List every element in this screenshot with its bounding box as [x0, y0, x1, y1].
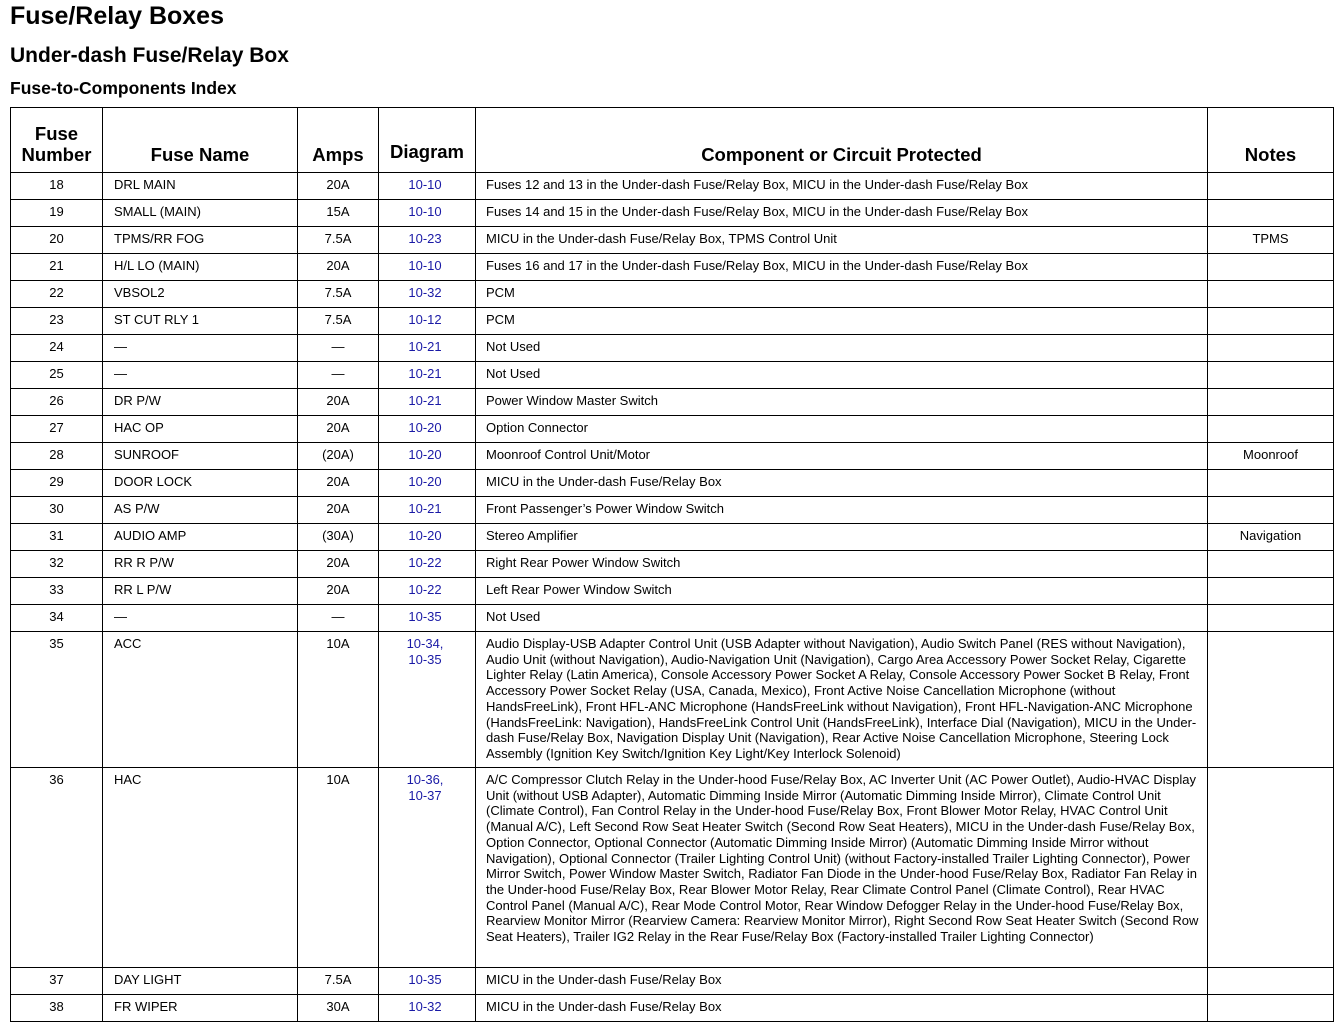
component-protected: MICU in the Under-dash Fuse/Relay Box	[476, 470, 1208, 497]
fuse-number: 32	[11, 551, 103, 578]
fuse-name: ACC	[103, 632, 298, 768]
fuse-name: RR R P/W	[103, 551, 298, 578]
fuse-notes	[1208, 335, 1334, 362]
fuse-number: 34	[11, 605, 103, 632]
fuse-amps: 20A	[298, 497, 379, 524]
fuse-notes	[1208, 995, 1334, 1022]
fuse-number: 29	[11, 470, 103, 497]
table-row	[11, 632, 1334, 768]
diagram-ref[interactable]: 10-20	[379, 443, 476, 470]
component-protected: Not Used	[476, 605, 1208, 632]
fuse-notes	[1208, 551, 1334, 578]
component-protected: Fuses 12 and 13 in the Under-dash Fuse/Relay Box, MICU in the Under-dash Fuse/Relay Box	[476, 173, 1208, 200]
fuse-amps: 15A	[298, 200, 379, 227]
diagram-ref[interactable]: 10-20	[379, 416, 476, 443]
diagram-ref[interactable]: 10-10	[379, 254, 476, 281]
table-row	[11, 968, 1334, 995]
diagram-ref[interactable]: 10-23	[379, 227, 476, 254]
fuse-name: AS P/W	[103, 497, 298, 524]
fuse-number: 28	[11, 443, 103, 470]
component-protected: Fuses 16 and 17 in the Under-dash Fuse/Relay Box, MICU in the Under-dash Fuse/Relay Box	[476, 254, 1208, 281]
table-row	[11, 335, 1334, 362]
component-protected: Not Used	[476, 335, 1208, 362]
diagram-ref[interactable]: 10-20	[379, 524, 476, 551]
diagram-ref[interactable]: 10-35	[379, 968, 476, 995]
component-protected: Left Rear Power Window Switch	[476, 578, 1208, 605]
diagram-ref[interactable]: 10-10	[379, 200, 476, 227]
fuse-number: 23	[11, 308, 103, 335]
fuse-notes	[1208, 389, 1334, 416]
component-protected: Right Rear Power Window Switch	[476, 551, 1208, 578]
fuse-name: VBSOL2	[103, 281, 298, 308]
fuse-number: 33	[11, 578, 103, 605]
fuse-notes	[1208, 968, 1334, 995]
fuse-name: TPMS/RR FOG	[103, 227, 298, 254]
fuse-name: ST CUT RLY 1	[103, 308, 298, 335]
header-fuse-name: Fuse Name	[103, 108, 298, 173]
table-row	[11, 200, 1334, 227]
fuse-name: DR P/W	[103, 389, 298, 416]
fuse-notes	[1208, 768, 1334, 968]
component-protected: PCM	[476, 281, 1208, 308]
table-row	[11, 416, 1334, 443]
header-notes: Notes	[1208, 108, 1334, 173]
fuse-notes	[1208, 632, 1334, 768]
fuse-amps: 7.5A	[298, 281, 379, 308]
table-header-row	[11, 108, 1334, 173]
fuse-notes: Navigation	[1208, 524, 1334, 551]
index-title: Fuse-to-Components Index	[10, 78, 237, 98]
fuse-number: 24	[11, 335, 103, 362]
fuse-amps: 10A	[298, 632, 379, 768]
table-row	[11, 443, 1334, 470]
fuse-amps: —	[298, 605, 379, 632]
fuse-notes	[1208, 173, 1334, 200]
fuse-notes	[1208, 578, 1334, 605]
table-row	[11, 605, 1334, 632]
fuse-number: 35	[11, 632, 103, 768]
fuse-notes	[1208, 470, 1334, 497]
fuse-notes	[1208, 308, 1334, 335]
fuse-notes: Moonroof	[1208, 443, 1334, 470]
fuse-notes	[1208, 254, 1334, 281]
fuse-number: 36	[11, 768, 103, 968]
fuse-amps: (30A)	[298, 524, 379, 551]
header-diagram: Diagram	[379, 108, 476, 173]
page-title: Fuse/Relay Boxes	[10, 2, 224, 30]
fuse-number: 26	[11, 389, 103, 416]
table-row	[11, 768, 1334, 968]
fuse-name: DOOR LOCK	[103, 470, 298, 497]
fuse-number: 38	[11, 995, 103, 1022]
fuse-notes	[1208, 362, 1334, 389]
fuse-amps: 20A	[298, 470, 379, 497]
fuse-amps: 7.5A	[298, 227, 379, 254]
fuse-number: 20	[11, 227, 103, 254]
fuse-notes	[1208, 497, 1334, 524]
fuse-name: HAC OP	[103, 416, 298, 443]
component-protected: Front Passenger’s Power Window Switch	[476, 497, 1208, 524]
header-amps: Amps	[298, 108, 379, 173]
diagram-ref[interactable]: 10-21	[379, 362, 476, 389]
diagram-ref[interactable]: 10-36, 10-37	[379, 768, 476, 968]
fuse-amps: 20A	[298, 389, 379, 416]
component-protected: MICU in the Under-dash Fuse/Relay Box	[476, 968, 1208, 995]
fuse-name: SMALL (MAIN)	[103, 200, 298, 227]
fuse-name: SUNROOF	[103, 443, 298, 470]
diagram-ref[interactable]: 10-10	[379, 173, 476, 200]
component-protected: Moonroof Control Unit/Motor	[476, 443, 1208, 470]
fuse-notes: TPMS	[1208, 227, 1334, 254]
fuse-amps: (20A)	[298, 443, 379, 470]
fuse-number: 18	[11, 173, 103, 200]
table-row	[11, 173, 1334, 200]
table-row	[11, 524, 1334, 551]
table-row	[11, 551, 1334, 578]
table-row	[11, 281, 1334, 308]
component-protected: PCM	[476, 308, 1208, 335]
fuse-number: 27	[11, 416, 103, 443]
fuse-amps: 10A	[298, 768, 379, 968]
fuse-number: 30	[11, 497, 103, 524]
diagram-ref[interactable]: 10-32	[379, 995, 476, 1022]
component-protected: MICU in the Under-dash Fuse/Relay Box	[476, 995, 1208, 1022]
fuse-name: AUDIO AMP	[103, 524, 298, 551]
fuse-number: 22	[11, 281, 103, 308]
fuse-amps: —	[298, 335, 379, 362]
component-protected: A/C Compressor Clutch Relay in the Under-hood Fuse/Relay Box, AC Inverter Unit (AC Power Outlet), Audio-HVAC Display Unit (without USB Adapter), Automatic Dimming Inside Mirror (Automatic Dimming Inside Mirror), Climate Control Unit (Climate Control), Fan Control Relay in the Under-hood Fuse/Relay Box, Front Blower Motor Relay, HVAC Control Unit (Manual A/C), Left Second Row Seat Heater Switch (Second Row Seat Heaters), MICU in the Under-dash Fuse/Relay Box, Option Connector, Optional Connector (Automatic Dimming Inside Mirror) (Automatic Dimming Inside Mirror without Navigation), Optional Connector (Trailer Lighting Control Unit) (without Factory-installed Trailer Lighting Connector), Power Mirror Switch, Power Window Master Switch, Radiator Fan Diode in the Under-hood Fuse/Relay Box, Radiator Fan Relay in the Under-hood Fuse/Relay Box, Rear Blower Motor Relay, Rear Climate Control Panel (Climate Control), Rear HVAC Control Panel (Manual A/C), Rear Mode Control Motor, Rear Window Defogger Relay in the Under-hood Fuse/Relay Box, Rearview Monitor Mirror (Rearview Camera: Rearview Monitor Mirror), Right Second Row Seat Heater Switch (Second Row Seat Heaters), Trailer IG2 Relay in the Rear Fuse/Relay Box (Factory-installed Trailer Lighting Connector)	[476, 768, 1208, 968]
diagram-ref[interactable]: 10-35	[379, 605, 476, 632]
fuse-name: RR L P/W	[103, 578, 298, 605]
fuse-name: —	[103, 362, 298, 389]
diagram-ref[interactable]: 10-22	[379, 578, 476, 605]
fuse-name: FR WIPER	[103, 995, 298, 1022]
fuse-name: —	[103, 335, 298, 362]
diagram-ref[interactable]: 10-12	[379, 308, 476, 335]
table-row	[11, 470, 1334, 497]
diagram-ref[interactable]: 10-22	[379, 551, 476, 578]
table-row	[11, 389, 1334, 416]
component-protected: Fuses 14 and 15 in the Under-dash Fuse/Relay Box, MICU in the Under-dash Fuse/Relay Box	[476, 200, 1208, 227]
component-protected: Not Used	[476, 362, 1208, 389]
fuse-amps: 7.5A	[298, 308, 379, 335]
header-component: Component or Circuit Protected	[476, 108, 1208, 173]
component-protected: Audio Display-USB Adapter Control Unit (USB Adapter without Navigation), Audio Switch Panel (RES without Navigation), Audio Unit (without Navigation), Audio-Navigation Unit (Navigation), Cargo Area Accessory Power Socket Relay, Cigarette Lighter Relay (Latin America), Console Accessory Power Socket A Relay, Console Accessory Power Socket B Relay, Front Accessory Power Socket Relay (USA, Canada, Mexico), Front Active Noise Cancellation Microphone (without HandsFreeLink), Front HFL-ANC Microphone (HandsFreeLink without Navigation), Front HFL-Navigation-ANC Microphone (HandsFreeLink: Navigation), HandsFreeLink Control Unit (HandsFreeLink), Interface Dial (Navigation), MICU in the Under-dash Fuse/Relay Box, Navigation Display Unit (Navigation), Rear Active Noise Cancellation Microphone, Steering Lock Assembly (Ignition Key Switch/Ignition Key Light/Key Interlock Solenoid)	[476, 632, 1208, 768]
table-row	[11, 254, 1334, 281]
fuse-amps: —	[298, 362, 379, 389]
table-row	[11, 227, 1334, 254]
table-row	[11, 308, 1334, 335]
diagram-ref[interactable]: 10-32	[379, 281, 476, 308]
diagram-ref[interactable]: 10-21	[379, 497, 476, 524]
fuse-name: DAY LIGHT	[103, 968, 298, 995]
fuse-name: DRL MAIN	[103, 173, 298, 200]
fuse-amps: 20A	[298, 254, 379, 281]
fuse-notes	[1208, 281, 1334, 308]
fuse-number: 37	[11, 968, 103, 995]
fuse-number: 25	[11, 362, 103, 389]
fuse-amps: 7.5A	[298, 968, 379, 995]
diagram-ref[interactable]: 10-20	[379, 470, 476, 497]
component-protected: Option Connector	[476, 416, 1208, 443]
diagram-ref[interactable]: 10-21	[379, 389, 476, 416]
fuse-amps: 20A	[298, 551, 379, 578]
component-protected: Stereo Amplifier	[476, 524, 1208, 551]
diagram-ref[interactable]: 10-34, 10-35	[379, 632, 476, 768]
section-title: Under-dash Fuse/Relay Box	[10, 44, 289, 67]
header-fuse-number: Fuse Number	[11, 108, 103, 173]
diagram-ref[interactable]: 10-21	[379, 335, 476, 362]
fuse-index-table	[10, 107, 1334, 1022]
fuse-amps: 20A	[298, 173, 379, 200]
table-row	[11, 578, 1334, 605]
fuse-amps: 30A	[298, 995, 379, 1022]
fuse-name: HAC	[103, 768, 298, 968]
fuse-number: 21	[11, 254, 103, 281]
fuse-name: H/L LO (MAIN)	[103, 254, 298, 281]
fuse-notes	[1208, 416, 1334, 443]
component-protected: Power Window Master Switch	[476, 389, 1208, 416]
fuse-number: 19	[11, 200, 103, 227]
fuse-notes	[1208, 200, 1334, 227]
fuse-number: 31	[11, 524, 103, 551]
fuse-notes	[1208, 605, 1334, 632]
table-row	[11, 362, 1334, 389]
fuse-amps: 20A	[298, 416, 379, 443]
table-row	[11, 497, 1334, 524]
table-row	[11, 995, 1334, 1022]
component-protected: MICU in the Under-dash Fuse/Relay Box, TPMS Control Unit	[476, 227, 1208, 254]
fuse-amps: 20A	[298, 578, 379, 605]
fuse-name: —	[103, 605, 298, 632]
